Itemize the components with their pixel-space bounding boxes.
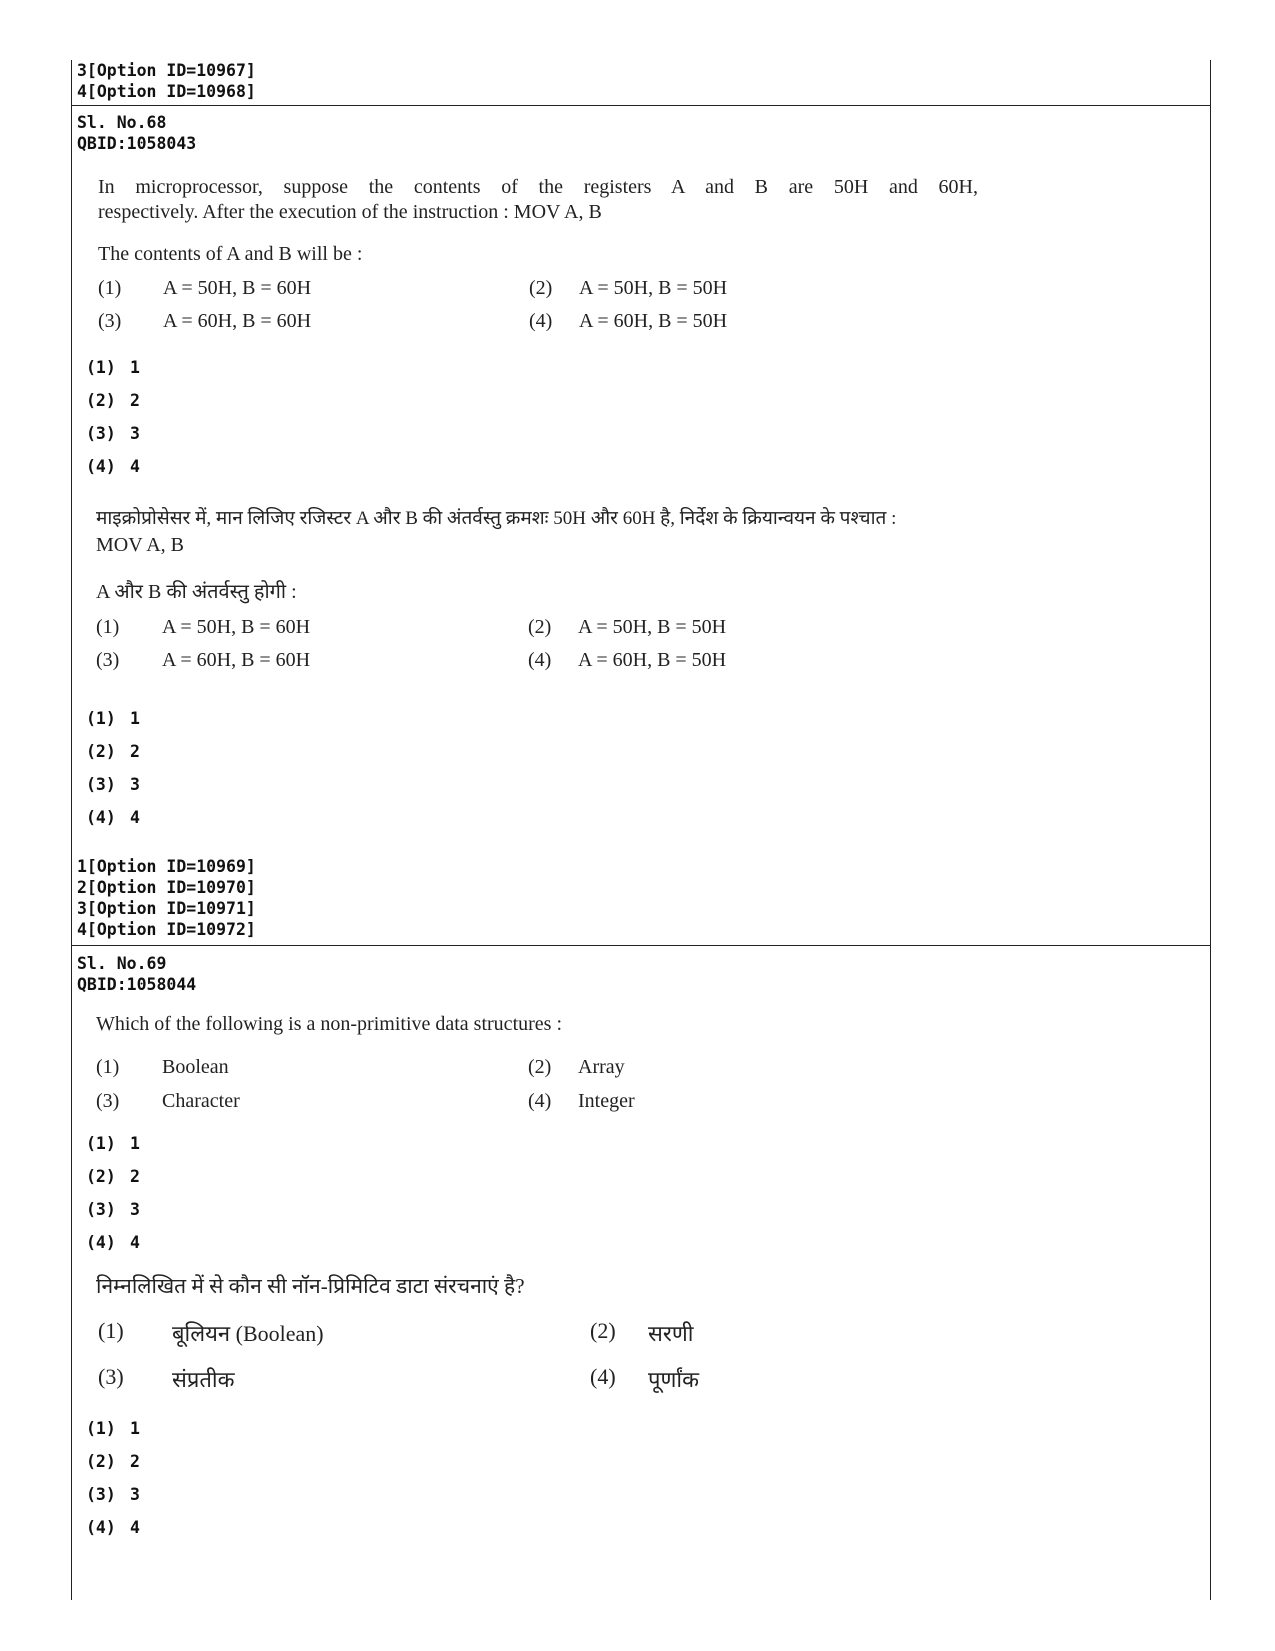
option-number: (3) bbox=[96, 1090, 120, 1112]
option-number: (2) bbox=[590, 1318, 616, 1343]
option-id-line: 3[Option ID=10967] bbox=[77, 61, 256, 80]
option-text: A = 50H, B = 50H bbox=[578, 616, 727, 638]
option-number: (1) bbox=[96, 616, 120, 638]
option-number: (3) bbox=[98, 310, 122, 332]
answer-choice[interactable]: (2) 2 bbox=[86, 1452, 140, 1471]
question-text-en: Which of the following is a non-primitive data structures : bbox=[96, 1013, 562, 1035]
option-text: A = 60H, B = 60H bbox=[162, 649, 311, 671]
option-id-line: 4[Option ID=10972] bbox=[77, 920, 256, 939]
option-number: (4) bbox=[528, 1090, 552, 1112]
serial-number: Sl. No.69 bbox=[77, 954, 167, 973]
question-prompt-hi: A और B की अंतर्वस्तु होगी : bbox=[96, 581, 297, 603]
answer-choice[interactable]: (1) 1 bbox=[86, 1419, 140, 1438]
option-text: A = 50H, B = 50H bbox=[579, 277, 728, 299]
answer-choice[interactable]: (1) 1 bbox=[86, 1134, 140, 1153]
section-divider bbox=[71, 105, 1211, 106]
option-text: सरणी bbox=[648, 1321, 694, 1346]
option-id-line: 1[Option ID=10969] bbox=[77, 857, 256, 876]
option-text: Array bbox=[578, 1056, 625, 1078]
option-number: (3) bbox=[96, 649, 120, 671]
option-number: (1) bbox=[96, 1056, 120, 1078]
serial-number: Sl. No.68 bbox=[77, 113, 167, 132]
option-text: बूलियन (Boolean) bbox=[172, 1321, 324, 1346]
question-text-hi: MOV A, B bbox=[96, 534, 184, 556]
answer-choice[interactable]: (2) 2 bbox=[86, 742, 140, 761]
answer-choice[interactable]: (3) 3 bbox=[86, 1485, 140, 1504]
option-number: (2) bbox=[528, 616, 552, 638]
question-text-en: respectively. After the execution of the instruction : MOV A, B bbox=[98, 201, 602, 223]
question-prompt-en: The contents of A and B will be : bbox=[98, 243, 363, 265]
answer-choice[interactable]: (4) 4 bbox=[86, 808, 140, 827]
qbid: QBID:1058043 bbox=[77, 134, 197, 153]
option-number: (4) bbox=[529, 310, 553, 332]
answer-choice[interactable]: (1) 1 bbox=[86, 709, 140, 728]
option-text: पूर्णांक bbox=[648, 1367, 699, 1392]
option-text: Boolean bbox=[162, 1056, 229, 1078]
question-text-hi: निम्नलिखित में से कौन सी नॉन-प्रिमिटिव डाटा संरचनाएं है? bbox=[96, 1274, 525, 1298]
option-number: (4) bbox=[590, 1364, 616, 1389]
option-number: (1) bbox=[98, 277, 122, 299]
section-divider bbox=[71, 945, 1211, 946]
option-number: (2) bbox=[528, 1056, 552, 1078]
option-text: A = 60H, B = 60H bbox=[163, 310, 312, 332]
answer-choice[interactable]: (3) 3 bbox=[86, 1200, 140, 1219]
answer-choice[interactable]: (4) 4 bbox=[86, 457, 140, 476]
answer-choice[interactable]: (4) 4 bbox=[86, 1233, 140, 1252]
answer-choice[interactable]: (4) 4 bbox=[86, 1518, 140, 1537]
option-text: A = 60H, B = 50H bbox=[579, 310, 728, 332]
question-text-hi: माइक्रोप्रोसेसर में, मान लिजिए रजिस्टर A और B की अंतर्वस्तु क्रमशः 50H और 60H है, निर्देश के क्रियान्वयन के पश्चात : bbox=[96, 508, 897, 529]
option-id-line: 2[Option ID=10970] bbox=[77, 878, 256, 897]
option-number: (3) bbox=[98, 1364, 124, 1389]
option-text: A = 60H, B = 50H bbox=[578, 649, 727, 671]
answer-choice[interactable]: (1) 1 bbox=[86, 358, 140, 377]
option-text: Character bbox=[162, 1090, 240, 1112]
option-text: Integer bbox=[578, 1090, 635, 1112]
question-text-en: In microprocessor, suppose the contents of the registers A and B are 50H and 60H, bbox=[98, 176, 978, 198]
answer-choice[interactable]: (3) 3 bbox=[86, 775, 140, 794]
option-text: A = 50H, B = 60H bbox=[162, 616, 311, 638]
option-number: (4) bbox=[528, 649, 552, 671]
answer-choice[interactable]: (2) 2 bbox=[86, 391, 140, 410]
option-number: (2) bbox=[529, 277, 553, 299]
answer-choice[interactable]: (2) 2 bbox=[86, 1167, 140, 1186]
option-text: संप्रतीक bbox=[172, 1367, 235, 1392]
answer-choice[interactable]: (3) 3 bbox=[86, 424, 140, 443]
option-id-line: 3[Option ID=10971] bbox=[77, 899, 256, 918]
option-id-line: 4[Option ID=10968] bbox=[77, 82, 256, 101]
qbid: QBID:1058044 bbox=[77, 975, 197, 994]
option-text: A = 50H, B = 60H bbox=[163, 277, 312, 299]
option-number: (1) bbox=[98, 1318, 124, 1343]
